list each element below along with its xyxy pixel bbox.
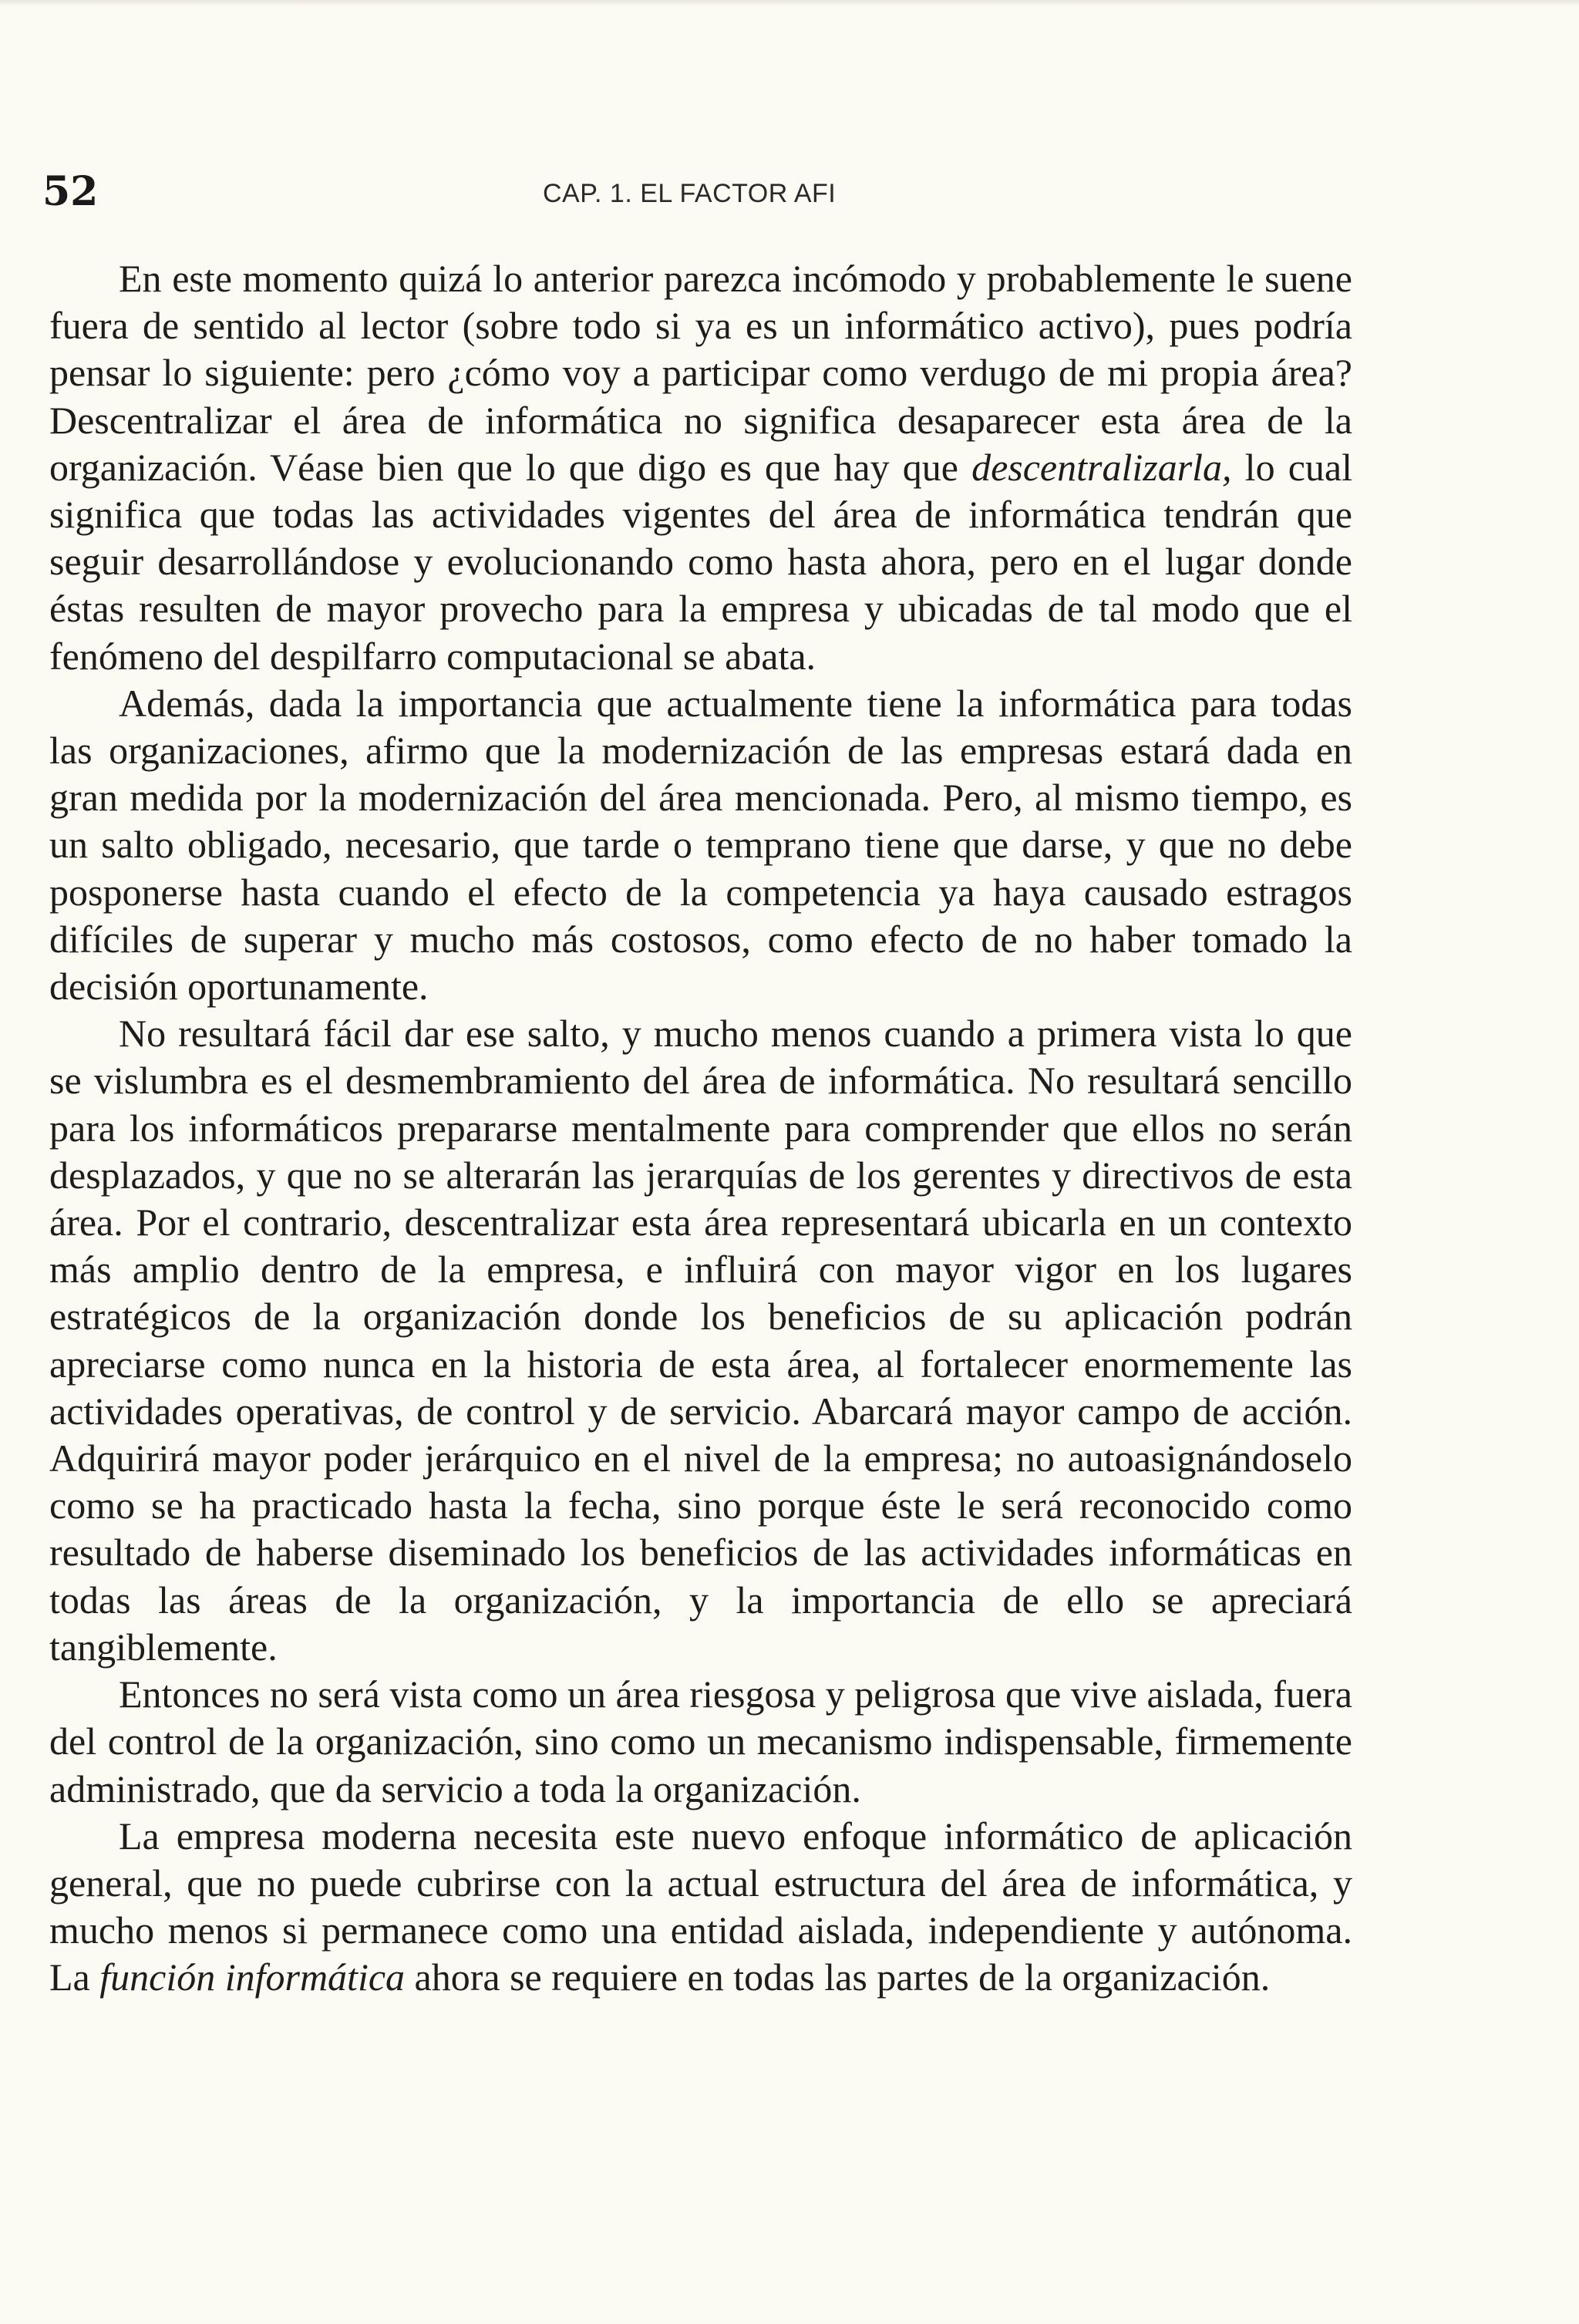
running-head <box>0 165 1579 219</box>
page-top-edge <box>0 0 1579 6</box>
paragraph-5-text-b: ahora se requiere en todas las partes de la organización. <box>405 1955 1271 1999</box>
chapter-heading: CAP. 1. EL FACTOR AFI <box>543 179 837 208</box>
paragraph-4: Entonces no será vista como un área riesgosa y peligrosa que vive aislada, fuera del control de la organización, sino como un mecanismo indispensable, firmemente administrado, que da servicio a toda la organización. <box>49 1672 1352 1810</box>
body-text <box>49 255 1352 2002</box>
paragraph-2: Además, dada la importancia que actualmente tiene la informática para todas las organizaciones, afirmo que la modernización de las empresas estará dada en gran medida por la modernización del área mencionada. Pero, al mismo tiempo, es un salto obligado, necesario, que tarde o temprano tiene que darse, y que no debe posponerse hasta cuando el efecto de la competencia ya haya causado estragos difíciles de superar y mucho más costosos, como efecto de no haber tomado la decisión oportunamente. <box>49 681 1352 1009</box>
paragraph-3: No resultará fácil dar ese salto, y mucho menos cuando a primera vista lo que se vislumbra es el desmembramiento del área de informática. No resultará sencillo para los informáticos prepararse mentalmente para comprender que ellos no serán desplazados, y que no se alterarán las jerarquías de los gerentes y directivos de esta área. Por el contrario, descentralizar esta área representará ubicarla en un contexto más amplio dentro de la empresa, e influirá con mayor vigor en los lugares estratégicos de la organización donde los beneficios de su aplicación podrán apreciarse como nunca en la historia de esta área, al fortalecer enormemente las actividades operativas, de control y de servicio. Abarcará mayor campo de acción. Adquirirá mayor poder jerárquico en el nivel de la empresa; no autoasignándoselo como se ha practicado hasta la fecha, sino porque éste le será reconocido como resultado de haberse diseminado los beneficios de las actividades informáticas en todas las áreas de la organización, y la importancia de ello se apreciará tangiblemente. <box>49 1012 1352 1669</box>
paragraph-1-italic: descentralizarla, <box>971 445 1232 489</box>
paragraph-1-text-b: lo cual significa que todas las actividades vigentes del área de informática tendrán que seguir desarrollándose y evolucionando como hasta ahora, pero en el lugar donde éstas resulten de mayor provecho para la empresa y ubicadas de tal modo que el fenómeno del despilfarro computacional se abata. <box>49 445 1352 678</box>
paragraph-5-text-a: La empresa moderna necesita este nuevo enfoque informático de aplicación general, que no puede cubrirse con la actual estructura del área de informática, y mucho menos si permanece como una entidad aislada, independiente y autónoma. La <box>49 1814 1352 1999</box>
paragraph-1-text-a: En este momento quizá lo anterior parezca incómodo y probablemente le suene fuera de sentido al lector (sobre todo si ya es un informático activo), pues podría pensar lo siguiente: pero ¿cómo voy a participar como verdugo de mi propia área? Descentralizar el área de informática no significa desaparecer esta área de la organización. Véase bien que lo que digo es que hay que <box>49 257 1352 489</box>
paragraph-5 <box>49 1813 1352 2002</box>
paragraph-5-italic: función informática <box>99 1955 406 1999</box>
page-number: 52 <box>42 168 99 215</box>
paragraph-1 <box>49 255 1352 680</box>
